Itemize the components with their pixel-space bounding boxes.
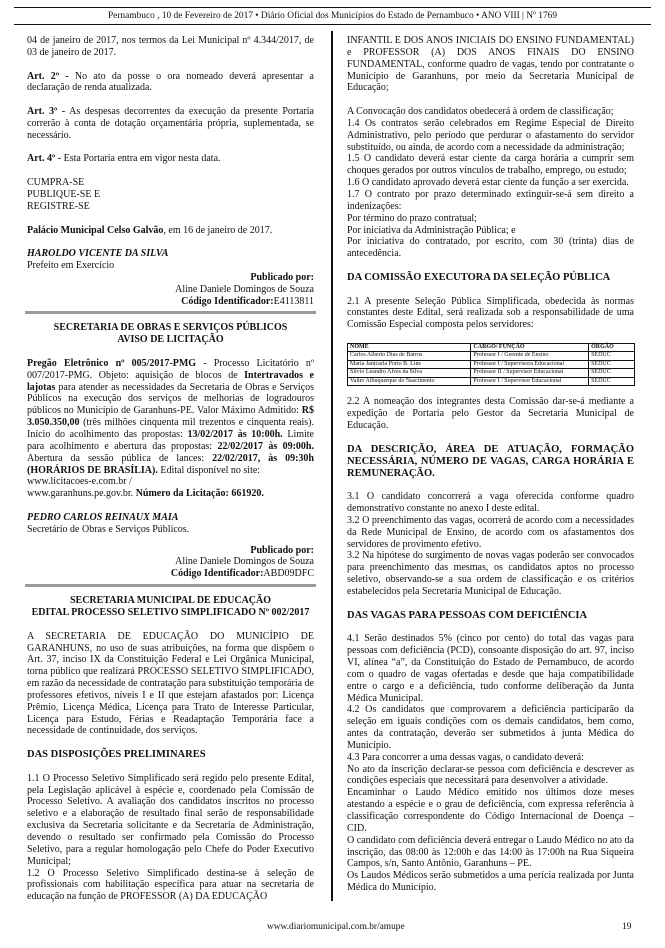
header-bottom-rule	[14, 24, 651, 25]
list-item: 4.1 Serão destinados 5% (cinco por cento) do total das vagas para pessoas com deficiência (PCD), consoante disposição do art. 97, inciso VI, alínea “a”, da Constituição do Estado de Pernambuco, de acordo com o quadro de vagas ofertadas e desde que haja compatibilidade entre o cargo e a deficiência, tudo conforme deliberação da Junta Médica Municipal.	[347, 633, 634, 704]
article-2	[27, 71, 314, 95]
column-header: NOME	[348, 343, 471, 352]
published-label: Publicado por:	[250, 544, 314, 556]
section-subtitle: EDITAL PROCESSO SELETIVO SIMPLIFICADO Nº 002/2017	[31, 606, 310, 618]
closing-formula	[27, 177, 314, 213]
text: para atender as necessidades da Secretaria de Obras e Serviços Públicos na execução dos serviços de melhorias de logradouros públicos no Município de Garanhuns-PE. Valor Máximo Admitido:	[27, 381, 314, 417]
list-item: Por iniciativa do contratado, por escrito, com 30 (trinta) dias de antecedência.	[347, 236, 634, 260]
table-row	[348, 377, 635, 386]
table-row	[348, 369, 635, 378]
list-item: 3.1 O candidato concorrerá a vaga oferecida conforme quadro demonstrativo constante no anexo I deste edital.	[347, 491, 634, 515]
signer-name: HAROLDO VICENTE DA SILVA	[27, 248, 169, 260]
identifier-code: E4113811	[273, 295, 314, 307]
text: Abertura da sessão pública de lances:	[27, 452, 213, 464]
article-text: No ato da posse o ora nomeado deverá apresentar a declaração de renda atualizada.	[27, 70, 314, 94]
section-title: SECRETARIA MUNICIPAL DE EDUCAÇÃO	[69, 595, 272, 607]
site-link[interactable]: www.licitacoes-e.com.br /	[27, 476, 132, 488]
footer-url[interactable]: www.diariomunicipal.com.br/amupe	[267, 922, 405, 932]
list-item: Por término do prazo contratual;	[347, 212, 477, 224]
table-header-row	[348, 343, 635, 352]
list-item: 1.4 Os contratos serão celebrados em Regime Especial de Direito Administrativo, pelo período que perdurar o afastamento do servidor substituído, ou ainda, de acordo com a necessidade da administração;	[347, 117, 634, 153]
heading: DA COMISSÃO EXECUTORA DA SELEÇÃO PÚBLICA	[347, 271, 611, 283]
list-item: 3.2 Na hipótese do surgimento de novas vagas poderão ser convocados para preenchimento das mesmas, os candidatos aptos no processo seletivo, observando-se a sua ordem de classificação e os critérios estabelecidos pela Secretaria Municipal de Educação.	[347, 550, 634, 597]
items-list	[347, 633, 634, 894]
cell: SEDUC	[589, 369, 635, 378]
text-bold: 13/02/2017 às 10:00h.	[187, 429, 283, 440]
publisher-name: Aline Daniele Domingos de Souza	[175, 283, 314, 295]
text-bold: 22/02/2017 às 09:00h.	[217, 440, 314, 452]
heading: DAS DISPOSIÇÕES PRELIMINARES	[27, 749, 206, 761]
list-item: Os Laudos Médicos serão submetidos a uma perícia realizada por Junta Médica do Município.	[347, 870, 634, 894]
cell: Silvio Leandro Alves da Silva	[348, 369, 471, 378]
published-by-2	[27, 545, 314, 581]
line: REGISTRE-SE	[27, 200, 90, 212]
bid-number: Número da Licitação: 661920.	[133, 488, 264, 500]
signature-2	[27, 512, 314, 536]
right-column	[347, 35, 634, 894]
list-item: 1.5 O candidato deverá estar ciente da carga horária a cumprir sem choques gerados por outros vínculos de trabalho, emprego, ou estudo;	[347, 153, 634, 177]
section-title: SECRETARIA DE OBRAS E SERVIÇOS PÚBLICOS	[53, 322, 288, 334]
list-item: Por iniciativa da Administração Pública; e	[347, 224, 516, 236]
cell: SEDUC	[589, 360, 635, 369]
published-label: Publicado por:	[250, 271, 314, 283]
list-item: Encaminhar o Laudo Médico emitido nos últimos doze meses atestando a espécie e o grau de deficiência, com expressa referência à classificação correspondente do Código Internacional de Doença – CID.	[347, 787, 634, 834]
article-3	[27, 106, 314, 142]
items-list	[347, 106, 634, 260]
paragraph: 04 de janeiro de 2017, nos termos da Lei Municipal nº 4.344/2017, de 03 de janeiro de 2017.	[27, 35, 314, 58]
list-item: 1.6 O candidato aprovado deverá estar ciente da função a ser exercida.	[347, 177, 629, 189]
cell: SEDUC	[589, 377, 635, 386]
column-header: CARGO/ FUNÇÃO	[471, 343, 589, 352]
list-item: No ato da inscrição declarar-se pessoa com deficiência e descrever as condições especiais que necessitará para desenvolver a atividade.	[347, 763, 634, 787]
items-list	[347, 491, 634, 598]
cell: Valter Albuquerque do Nascimento	[348, 377, 471, 386]
heading: DAS VAGAS PARA PESSOAS COM DEFICIÊNCIA	[347, 609, 588, 621]
text: - Processo Licitatório nº 007/2017-PMG. Objeto: aquisição de blocos de	[27, 357, 314, 381]
text: Edital disponível no site:	[157, 464, 261, 476]
paragraph: 2.2 A nomeação dos integrantes desta Comissão dar-se-á mediante a expedição de Portaria pelo Gestor da Secretaria Municipal de Educação.	[347, 396, 634, 432]
cell: Carlos Alberto Dias de Barros	[348, 352, 471, 361]
list-item: 4.3 Para concorrer a uma dessas vagas, o candidato deverá:	[347, 751, 584, 763]
section-subtitle: AVISO DE LICITAÇÃO	[117, 334, 224, 346]
article-text: As despesas decorrentes da execução da presente Portaria correrão à conta de dotação orçamentária própria, suplementada, se necessário.	[27, 106, 314, 141]
site-link[interactable]: www.garanhuns.pe.gov.br.	[27, 488, 134, 500]
bid-notice	[27, 358, 314, 476]
signer-role: Prefeito em Exercício	[27, 260, 115, 272]
header-top-rule	[14, 7, 651, 8]
paragraph: 1.1 O Processo Seletivo Simplificado será regido pelo presente Edital, pela Legislação aplicável à espécie e, coordenado pela Comissão de Processo Seletivo. A avaliação dos candidatos inscritos no processo seletivo e a elaboração de resultado final serão de responsabilidade exclusiva da Secretaria solicitante e da Secretaria de Administração, devendo o resultado ser confirmado pela Comissão do Processo Seletivo, para a regular homologação pelo Chefe do Poder Executivo Municipal;	[27, 772, 314, 867]
cell: Maria Janicarla Porto B. Lins	[348, 360, 471, 369]
section-separator	[25, 311, 316, 314]
table-row	[348, 360, 635, 369]
code-label: Código Identificador:	[181, 295, 274, 307]
cell: Professor I / Gerente de Ensino	[471, 352, 589, 361]
text: (três milhões cinquenta mil trezentos e cinquenta reais). Início do acolhimento das propostas:	[27, 417, 314, 440]
article-text: Esta Portaria entra em vigor nesta data.	[61, 153, 221, 165]
text-bold: Intertravados e lajotas	[27, 369, 314, 393]
heading: DA DESCRIÇÃO, ÁREA DE ATUAÇÃO, FORMAÇÃO NECESSÁRIA, NÚMERO DE VAGAS, CARGA HORÁRIA E REMUNERAÇÃO.	[347, 443, 634, 479]
paragraph: 1.2 O Processo Seletivo Simplificado destina-se à seleção de profissionais com habilitação específica para atuar na secretaria de educação na função de PROFESSOR (A) DA EDUCAÇÃO	[27, 867, 314, 903]
cell: Professor II / Supervisor Educacional	[471, 369, 589, 378]
cell: Professor I / Supervisora Educacional	[471, 360, 589, 369]
article-label: Art. 4º -	[27, 153, 62, 165]
page-header: Pernambuco , 10 de Fevereiro de 2017 • Diário Oficial dos Municípios do Estado de Pernambuco • ANO VIII | Nº 1769	[107, 11, 558, 21]
paragraph: INFANTIL E DOS ANOS INICIAIS DO ENSINO FUNDAMENTAL) e PROFESSOR (A) DOS ANOS FINAIS DO ENSINO FUNDAMENTAL, conforme quadro de vagas, tendo por contratante o Município de Garanhuns, por meio da Secretaria Municipal de Educação;	[347, 35, 634, 94]
cell: SEDUC	[589, 352, 635, 361]
code-label: Código Identificador:	[170, 568, 264, 580]
section-separator	[25, 584, 316, 587]
page-number: 19	[622, 922, 632, 932]
line: CUMPRA-SE	[27, 177, 85, 189]
line: PUBLIQUE-SE E	[27, 188, 101, 200]
place-date	[27, 225, 314, 237]
paragraph: A SECRETARIA DE EDUCAÇÃO DO MUNICÍPIO DE GARANHUNS, no uso de suas atribuições, na forma que dispõem o Art. 37, inciso IX da Constituição Federal e Lei Orgânica Municipal, torna público que realizará PROCESSO SELETIVO SIMPLIFICADO, em razão da necessidade de contratação para substituição temporária de professores efetivos, níveis I e II que estejam afastados por: Licença Prêmio, Licença Médica, Licença para Trato de Interesse Particular, Licença para Estudo, Férias e Readaptação Temporária face a necessidade de continuidade, dos serviços.	[27, 630, 314, 737]
text-bold: R$ 3.050.350,00	[27, 405, 314, 429]
paragraph: 2.1 A presente Seleção Pública Simplificada, obedecida às normas constantes deste Edital, será realizada sob a responsabilidade de uma Comissão Especial composta pelos servidores:	[347, 295, 634, 331]
article-4	[27, 153, 314, 165]
identifier-code: ABD09DFC	[263, 568, 314, 580]
place: Palácio Municipal Celso Galvão	[27, 224, 164, 236]
list-item: 1.7 O contrato por prazo determinado extinguir-se-á sem direito a indenizações:	[347, 188, 634, 212]
list-item: 4.2 Os candidatos que comprovarem a deficiência participarão da seleção em iguais condições com os demais candidatos, bem como, antes da contratação, deverão ser submetidos à junta Médica do Município.	[347, 704, 634, 751]
signer-name: PEDRO CARLOS REINAUX MAIA	[27, 511, 179, 523]
list-item: O candidato com deficiência deverá entregar o Laudo Médico no ato da inscrição, das 08:00 às 12:00h e das 14:00 às 17:00h na Rua Siqueira Campos, s/n, Santo Antônio, Garanhuns – PE.	[347, 834, 634, 870]
left-column	[27, 35, 314, 903]
article-label: Art. 3º -	[27, 106, 66, 118]
published-by-1	[27, 272, 314, 308]
column-divider	[331, 31, 333, 901]
table-row	[348, 352, 635, 361]
text-bold: Pregão Eletrônico nº 005/2017-PMG	[27, 357, 197, 369]
cell: Professor I / Supervisor Educacional	[471, 377, 589, 386]
text: Limite para acolhimento e abertura das propostas:	[27, 429, 314, 452]
column-header: ÓRGÃO	[589, 343, 635, 352]
signer-role: Secretário de Obras e Serviços Públicos.	[27, 523, 190, 535]
date: , em 16 de janeiro de 2017.	[163, 224, 273, 236]
signature-1	[27, 248, 314, 272]
list-item: A Convocação dos candidatos obedecerá à ordem de classificação;	[347, 106, 614, 118]
article-label: Art. 2º -	[27, 70, 69, 82]
commission-table	[347, 343, 635, 387]
list-item: 3.2 O preenchimento das vagas, ocorrerá de acordo com a necessidades da Rede Municipal de Ensino, de acordo com os afastamentos dos servidores de provimento efetivo.	[347, 514, 634, 550]
publisher-name: Aline Daniele Domingos de Souza	[175, 556, 314, 568]
text-bold: 22/02/2017, às 09:30h (HORÁRIOS DE BRASÍLIA).	[27, 452, 314, 476]
